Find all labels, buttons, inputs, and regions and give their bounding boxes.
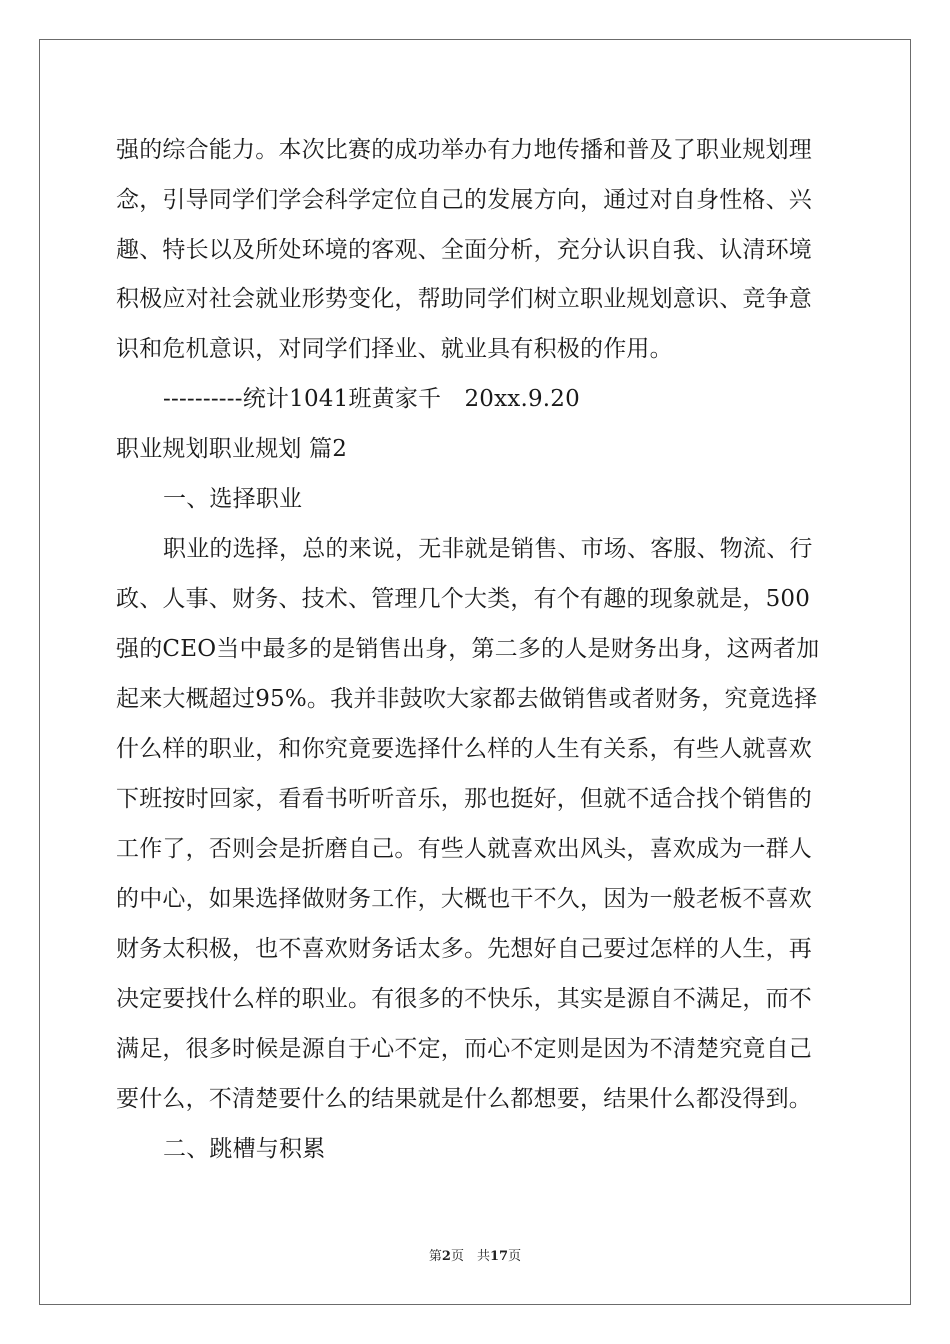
heading-choose-career: 一、选择职业 — [163, 486, 303, 512]
footer-prefix: 第 — [428, 1249, 442, 1264]
footer-total-pages: 17 — [489, 1249, 509, 1264]
body-line: 满足，很多时候是源自于心不定，而心不定则是因为不清楚究竟自己 — [116, 1036, 812, 1062]
signature-line: ----------统计1041班黄家千 20xx.9.20 — [163, 386, 580, 412]
body-line: 的中心，如果选择做财务工作，大概也干不久，因为一般老板不喜欢 — [116, 886, 812, 912]
body-line: 政、人事、财务、技术、管理几个大类，有个有趣的现象就是，500 — [116, 586, 811, 612]
body-line: 识和危机意识，对同学们择业、就业具有积极的作用。 — [116, 336, 673, 362]
body-line: 下班按时回家，看看书听听音乐，那也挺好，但就不适合找个销售的 — [116, 786, 812, 812]
footer-page-suffix: 页 共 — [450, 1249, 490, 1264]
body-line: 积极应对社会就业形势变化，帮助同学们树立职业规划意识、竞争意 — [116, 286, 812, 312]
footer-page-number: 2 — [441, 1249, 451, 1264]
page-footer — [0, 1248, 950, 1266]
body-line: 什么样的职业，和你究竟要选择什么样的人生有关系，有些人就喜欢 — [116, 736, 812, 762]
body-line: 工作了，否则会是折磨自己。有些人就喜欢出风头，喜欢成为一群人 — [116, 836, 812, 862]
body-line: 念，引导同学们学会科学定位自己的发展方向，通过对自身性格、兴 — [116, 187, 812, 213]
body-line: 起来大概超过95%。我并非鼓吹大家都去做销售或者财务，究竟选择 — [116, 686, 818, 712]
heading-job-hopping: 二、跳槽与积累 — [163, 1136, 326, 1162]
body-line: 职业的选择，总的来说，无非就是销售、市场、客服、物流、行 — [163, 536, 813, 562]
page-border — [39, 39, 911, 1305]
body-line: 决定要找什么样的职业。有很多的不快乐，其实是源自不满足，而不 — [116, 986, 812, 1012]
body-line: 要什么，不清楚要什么的结果就是什么都想要，结果什么都没得到。 — [116, 1086, 812, 1112]
body-line: 趣、特长以及所处环境的客观、全面分析，充分认识自我、认清环境 — [116, 237, 812, 263]
body-line: 强的综合能力。本次比赛的成功举办有力地传播和普及了职业规划理 — [116, 137, 812, 163]
footer-total-suffix: 页 — [508, 1249, 522, 1264]
body-line: 财务太积极，也不喜欢财务话太多。先想好自己要过怎样的人生，再 — [116, 936, 812, 962]
body-line: 强的CEO当中最多的是销售出身，第二多的人是财务出身，这两者加 — [116, 636, 820, 662]
section-title: 职业规划职业规划 篇2 — [116, 436, 348, 462]
